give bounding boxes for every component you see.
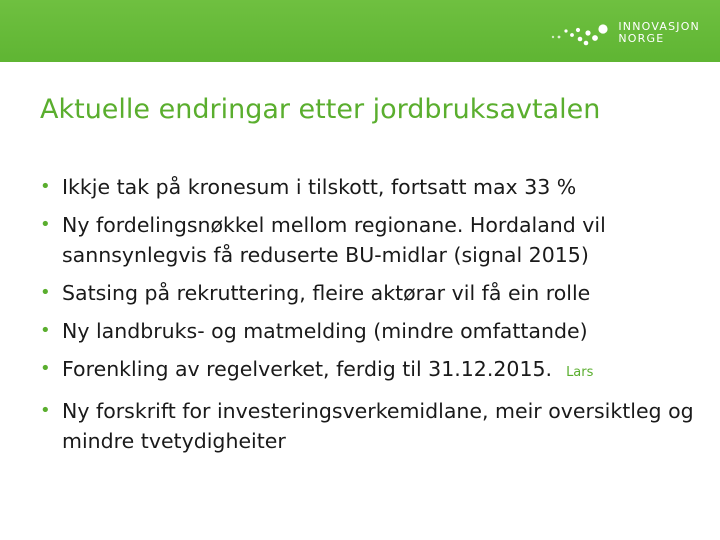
logo-dots-icon <box>550 18 610 48</box>
bullet-item <box>40 210 700 270</box>
bullet-text: Satsing på rekruttering, fleire aktørar vil få ein rolle <box>62 281 591 305</box>
bullet-icon: • <box>40 400 51 421</box>
bullet-item <box>40 316 700 346</box>
bullet-icon: • <box>40 214 51 235</box>
innovasjon-norge-logo <box>550 16 700 50</box>
bullet-item <box>40 278 700 308</box>
logo-text <box>618 21 700 45</box>
bullet-icon: • <box>40 358 51 379</box>
slide-title: Aktuelle endringar etter jordbruksavtalen <box>40 94 601 125</box>
bullet-list <box>40 172 700 464</box>
bullet-icon: • <box>40 176 51 197</box>
bullet-icon: • <box>40 320 51 341</box>
bullet-item <box>40 354 700 388</box>
logo-line-1: INNOVASJON <box>618 20 700 33</box>
header-bar <box>0 0 720 62</box>
bullet-text: Ikkje tak på kronesum i tilskott, fortsatt max 33 % <box>62 175 577 199</box>
bullet-text: Ny landbruks- og matmelding (mindre omfattande) <box>62 319 588 343</box>
bullet-text-main: Forenkling av regelverket, ferdig til 31.12.2015. <box>62 357 553 381</box>
bullet-text: Ny forskrift for investeringsverkemidlane, meir oversiktleg og mindre tvetydigheiter <box>62 399 694 453</box>
bullet-text <box>62 354 700 388</box>
bullet-icon: • <box>40 282 51 303</box>
bullet-text: Ny fordelingsnøkkel mellom regionane. Hordaland vil sannsynlegvis få reduserte BU-midlar (signal 2015) <box>62 213 606 267</box>
logo-line-2: NORGE <box>618 32 665 45</box>
bullet-item <box>40 172 700 202</box>
bullet-item <box>40 396 700 456</box>
bullet-note: Lars <box>566 365 594 380</box>
